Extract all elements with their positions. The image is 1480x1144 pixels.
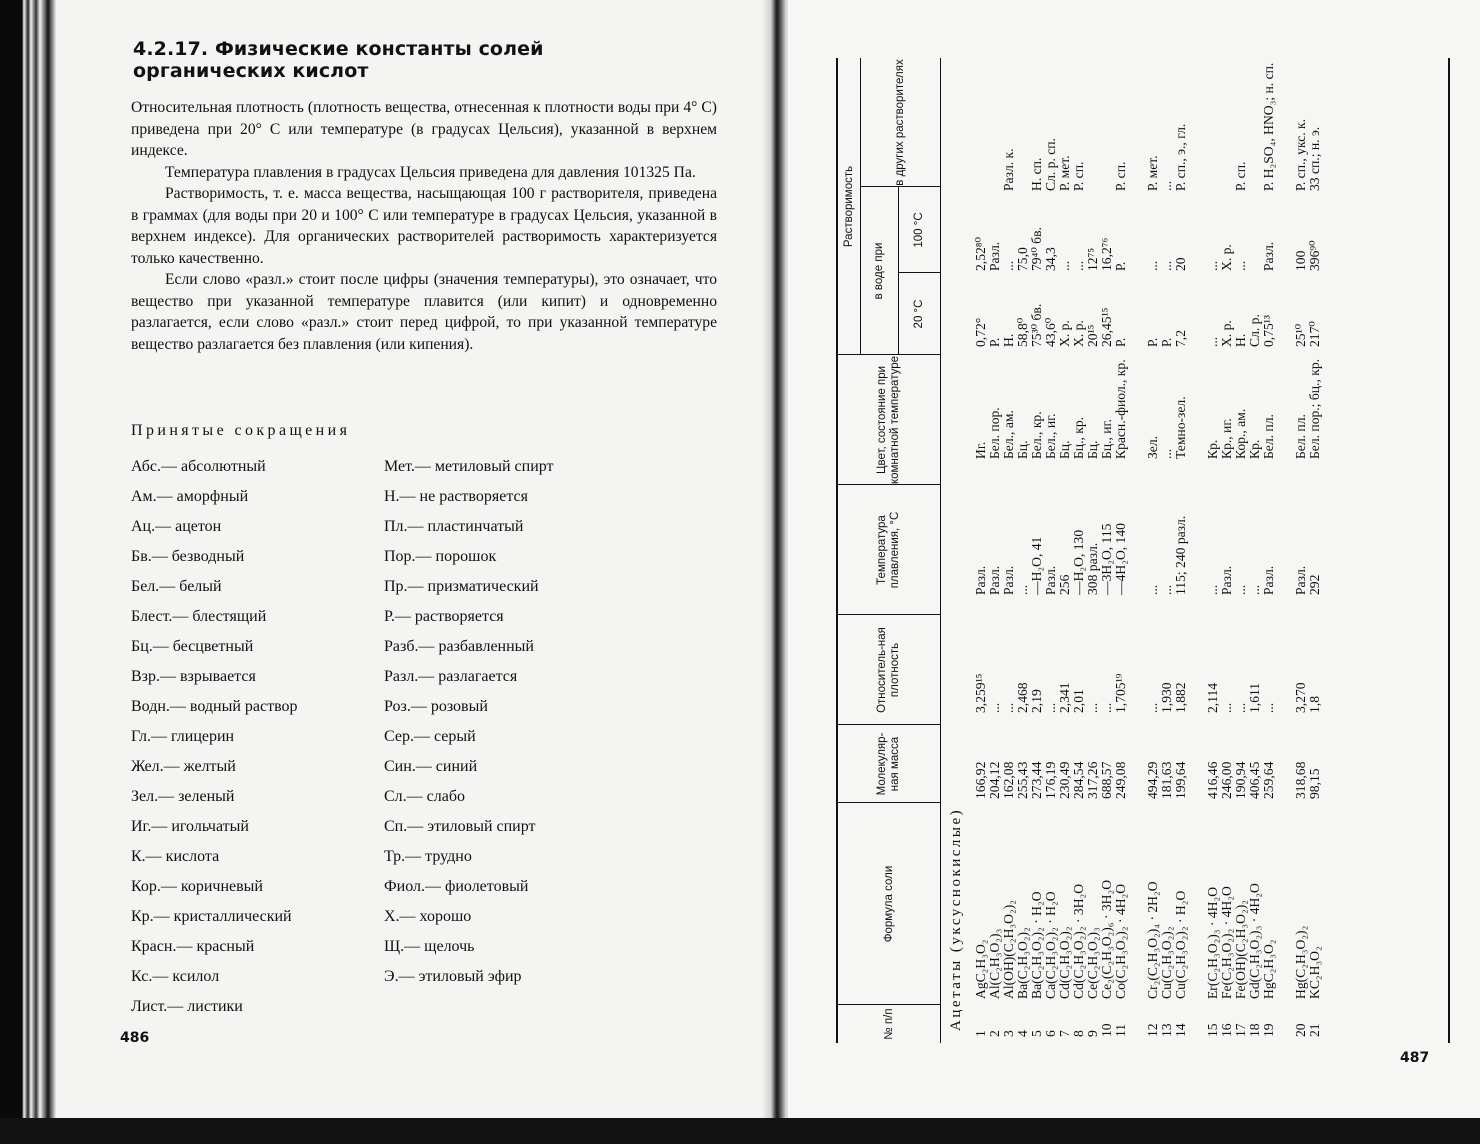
cell-s100: ... — [1145, 260, 1160, 271]
cell-n: 20 — [1293, 1023, 1308, 1037]
cell-mass: 284,54 — [1071, 761, 1086, 799]
table-row — [1160, 58, 1174, 1043]
cell-mass: 166,92 — [973, 761, 988, 799]
cell-mass: 273,44 — [1029, 761, 1044, 799]
cell-s20: 7,2 — [1173, 330, 1188, 347]
cell-n: 17 — [1233, 1023, 1248, 1037]
cell-density: ... — [1099, 702, 1114, 713]
cell-formula: Gd(C₂H₃O₂)₃ · 4H₂O — [1247, 883, 1262, 999]
cell-mass: 199,64 — [1173, 761, 1188, 799]
cell-formula: Fe(OH)(C₂H₃O₂)₂ — [1233, 900, 1248, 999]
cell-s100: 79⁴⁰ бв. — [1029, 227, 1044, 271]
cell-s100: 100 — [1293, 250, 1308, 271]
cell-other: Сл. р. сп. — [1043, 138, 1058, 191]
scan-bottom-edge — [0, 1118, 1480, 1144]
page-number-right: 487 — [1400, 1050, 1430, 1066]
cell-s100: 16,2⁷⁶ — [1099, 237, 1114, 271]
abbreviation-item: Красн.— красный — [131, 938, 255, 955]
header-20c: 20 °С — [912, 299, 925, 329]
cell-density: ... — [1001, 702, 1016, 713]
cell-s20: Р. — [987, 337, 1002, 347]
cell-formula: HgC₂H₃O₂ — [1261, 939, 1276, 999]
section-title-acetates: Ацетаты (уксуснокислые) — [948, 807, 964, 1031]
table-row — [1146, 58, 1160, 1043]
abbreviation-item: Взр.— взрывается — [131, 668, 256, 685]
table-row — [1248, 58, 1262, 1043]
cell-s100: Разл. — [1261, 241, 1276, 271]
cell-n: 21 — [1307, 1023, 1322, 1037]
cell-density: 1,930 — [1159, 682, 1174, 713]
cell-other: Р. H₂SO₄, HNO₃; н. сп. — [1261, 62, 1276, 191]
abbreviation-item: Сер.— серый — [384, 728, 476, 745]
table-row — [1044, 58, 1058, 1043]
cell-density: 3,259¹⁵ — [973, 673, 988, 713]
cell-mass: 317,26 — [1085, 761, 1100, 799]
cell-color: Бел. пл. — [1261, 414, 1276, 459]
cell-density: 1,705¹⁹ — [1113, 673, 1128, 713]
abbreviation-item: Разб.— разбавленный — [384, 638, 534, 655]
cell-n: 19 — [1261, 1023, 1276, 1037]
abbreviation-item: Пор.— порошок — [384, 548, 497, 565]
abbreviation-item: Бц.— бесцветный — [131, 638, 254, 655]
cell-mass: 246,00 — [1219, 761, 1234, 799]
cell-n: 13 — [1159, 1023, 1174, 1037]
paragraph: Растворимость, т. е. масса вещества, насыщающая 100 г растворителя, приведена в граммах (для воды при 20 и 100° С или температуре в градусах Цельсия, указанной в верхнем индексе). Для органических растворителей растворимость характеризуется только качественно. — [131, 185, 717, 267]
cell-n: 1 — [973, 1030, 988, 1037]
table-row — [1206, 58, 1220, 1043]
cell-n: 7 — [1057, 1030, 1072, 1037]
rotated-table-container — [836, 58, 1451, 1043]
abbreviation-item: Фиол.— фиолетовый — [384, 878, 529, 895]
abbreviation-item: Пл.— пластинчатый — [384, 518, 524, 535]
table-row — [1086, 58, 1100, 1043]
cell-color: Бц., иг. — [1099, 419, 1114, 459]
cell-other: Н. сп. — [1029, 157, 1044, 191]
cell-density: 3,270 — [1293, 682, 1308, 713]
cell-other: 33 сп.; н. э. — [1307, 126, 1322, 191]
cell-melt: 292 — [1307, 574, 1322, 595]
cell-s20: Х. р. — [1057, 320, 1072, 347]
cell-s20: Х. р. — [1219, 320, 1234, 347]
cell-color: Бел. пл. — [1293, 414, 1308, 459]
cell-formula: Cu(C₂H₃O₂)₂ · H₂O — [1173, 890, 1188, 999]
cell-density: ... — [1043, 702, 1058, 713]
heading-line-2: органических кислот — [133, 60, 369, 82]
cell-mass: 318,68 — [1293, 761, 1308, 799]
cell-s20: 43,6⁰ — [1043, 317, 1058, 347]
cell-s100: Разл. — [987, 241, 1002, 271]
abbreviation-item: Сп.— этиловый спирт — [384, 818, 536, 835]
cell-density: 1,611 — [1247, 682, 1262, 713]
cell-other: Р. мет. — [1057, 155, 1072, 191]
cell-melt: Разл. — [1293, 565, 1308, 595]
abbreviation-item: Блест.— блестящий — [131, 608, 267, 625]
cell-color: Бц., кр. — [1071, 416, 1086, 459]
cell-mass: 176,19 — [1043, 761, 1058, 799]
cell-s100: ... — [1071, 260, 1086, 271]
cell-s20: 58,8⁰ — [1015, 317, 1030, 347]
cell-s20: 0,72° — [973, 317, 988, 347]
header-solubility: Растворимость — [842, 165, 855, 248]
cell-density: ... — [1233, 702, 1248, 713]
cell-n: 18 — [1247, 1023, 1262, 1037]
cell-formula: Cr₂(C₂H₃O₂)₄ · 2H₂O — [1145, 881, 1160, 999]
cell-density: 2,114 — [1205, 682, 1220, 713]
cell-melt: Разл. — [1219, 565, 1234, 595]
cell-n: 12 — [1145, 1023, 1160, 1037]
abbreviation-item: Роз.— розовый — [384, 698, 488, 715]
cell-s100: 2,52⁸⁰ — [973, 237, 988, 271]
cell-s20: 0,75¹³ — [1261, 315, 1276, 347]
cell-formula: Cd(C₂H₃O₂)₂ — [1057, 926, 1072, 999]
table-row — [1294, 58, 1308, 1043]
header-formula: Формула соли — [882, 865, 895, 943]
cell-mass: 255,43 — [1015, 761, 1030, 799]
cell-n: 3 — [1001, 1030, 1016, 1037]
cell-other: Р. мет. — [1145, 155, 1160, 191]
table-row — [1174, 58, 1188, 1043]
cell-formula: Co(C₂H₃O₂)₂ · 4H₂O — [1113, 883, 1128, 999]
table-row — [1100, 58, 1114, 1043]
cell-melt: ... — [1145, 584, 1160, 595]
cell-s20: 20¹⁵ — [1085, 324, 1100, 347]
cell-s100: 75,0 — [1015, 247, 1030, 271]
cell-density: ... — [1261, 702, 1276, 713]
header-other-solvents: в других растворителях — [893, 59, 906, 186]
abbreviation-item: Кор.— коричневый — [131, 878, 263, 895]
cell-mass: 249,08 — [1113, 761, 1128, 799]
cell-color: Кор., ам. — [1233, 408, 1248, 459]
cell-color: Красн.-фиол., кр. — [1113, 359, 1128, 459]
table-bottom-rule — [1448, 58, 1450, 1043]
cell-formula: Ba(C₂H₃O₂)₂ — [1015, 927, 1030, 999]
abbreviation-item: К.— кислота — [131, 848, 220, 865]
abbreviations-right-column — [384, 455, 554, 995]
cell-mass: 416,46 — [1205, 761, 1220, 799]
intro-text — [131, 97, 717, 355]
cell-s20: Х. р. — [1071, 320, 1086, 347]
cell-color: Бц. — [1085, 440, 1100, 459]
cell-mass: 204,12 — [987, 761, 1002, 799]
abbreviation-item: Тр.— трудно — [384, 848, 472, 865]
cell-melt: ... — [1233, 584, 1248, 595]
abbreviation-item: Э.— этиловый эфир — [384, 968, 522, 985]
abbreviation-item: Разл.— разлагается — [384, 668, 518, 685]
cell-s100: Х. р. — [1219, 244, 1234, 271]
cell-n: 15 — [1205, 1023, 1220, 1037]
cell-n: 10 — [1099, 1023, 1114, 1037]
cell-other: Р. сп. — [1071, 161, 1086, 191]
header-color: Цвет, состояние при комнатной температуре — [876, 356, 901, 484]
cell-s100: Р. — [1113, 261, 1128, 271]
cell-density: ... — [987, 702, 1002, 713]
cell-melt: Разл. — [973, 565, 988, 595]
cell-formula: Cd(C₂H₃O₂)₂ · 3H₂O — [1071, 883, 1086, 999]
cell-formula: Ba(C₂H₃O₂)₂ · H₂O — [1029, 891, 1044, 999]
abbreviation-item: Син.— синий — [384, 758, 478, 775]
cell-color: Зел. — [1145, 435, 1160, 459]
cell-density: 2,341 — [1057, 682, 1072, 713]
cell-formula: Ce₂(C₂H₃O₂)₆ · 3H₂O — [1099, 879, 1114, 999]
cell-s20: 217⁰ — [1307, 321, 1322, 347]
cell-other: Р. сп. — [1113, 161, 1128, 191]
cell-s20: 26,45¹⁵ — [1099, 307, 1114, 347]
header-num: № п/п — [882, 1008, 895, 1040]
cell-n: 9 — [1085, 1030, 1100, 1037]
cell-s20: Р. — [1145, 337, 1160, 347]
table-row — [1114, 58, 1128, 1043]
cell-color: Кр. — [1205, 439, 1220, 459]
cell-n: 8 — [1071, 1030, 1086, 1037]
cell-s100: ... — [1057, 260, 1072, 271]
cell-s100: 396⁹⁰ — [1307, 240, 1322, 271]
header-mass: Молекуляр-ная масса — [876, 732, 901, 796]
table-row — [974, 58, 988, 1043]
cell-color: Кр., иг. — [1219, 418, 1234, 459]
cell-melt: ... — [1247, 584, 1262, 595]
table-row — [1072, 58, 1086, 1043]
cell-density: 2,01 — [1071, 689, 1086, 713]
abbreviation-item: Пр.— призматический — [384, 578, 539, 595]
cell-s100: 34,3 — [1043, 247, 1058, 271]
cell-melt: 308 разл. — [1085, 542, 1100, 595]
abbreviation-item: Гл.— глицерин — [131, 728, 235, 745]
cell-s100: 12⁷⁵ — [1085, 247, 1100, 271]
cell-melt: Разл. — [1261, 565, 1276, 595]
cell-s100: ... — [1233, 260, 1248, 271]
cell-color: ... — [1159, 448, 1174, 459]
paragraph: Относительная плотность (плотность вещества, отнесенная к плотности воды при 4° С) приведена при 20° С или температуре (в градусах Цельсия), указанной в верхнем индексе. — [131, 99, 717, 159]
section-heading — [133, 38, 753, 82]
abbreviation-item: Кр.— кристаллический — [131, 908, 292, 925]
cell-n: 11 — [1113, 1023, 1128, 1037]
acetates-table — [836, 58, 1451, 1043]
header-density: Относитель-ная плотность — [876, 627, 901, 713]
header-bottom-rule — [940, 58, 941, 1043]
abbreviation-item: Иг.— игольчатый — [131, 818, 249, 835]
cell-s20: Н. — [1233, 333, 1248, 347]
cell-formula: Al(OH)(C₂H₃O₂)₂ — [1001, 900, 1016, 999]
cell-color: Кр. — [1247, 439, 1262, 459]
cell-density: ... — [1219, 702, 1234, 713]
cell-melt: ... — [1159, 584, 1174, 595]
cell-n: 4 — [1015, 1030, 1030, 1037]
cell-mass: 688,57 — [1099, 761, 1114, 799]
cell-melt: —H₂O, 130 — [1071, 529, 1086, 595]
cell-formula: Al(C₂H₃O₂)₃ — [987, 928, 1002, 999]
cell-density: 2,19 — [1029, 689, 1044, 713]
cell-color: Бц. — [1057, 440, 1072, 459]
cell-formula: Hg(C₂H₃O₂)₂ — [1293, 925, 1308, 999]
cell-formula: Ce(C₂H₃O₂)₃ — [1085, 927, 1100, 999]
abbreviation-item: Н.— не растворяется — [384, 488, 528, 505]
cell-melt: 115; 240 разл. — [1173, 515, 1188, 595]
cell-color: Бел., кр. — [1029, 411, 1044, 459]
cell-formula: Fe(C₂H₃O₂)₂ · 4H₂O — [1219, 886, 1234, 999]
header-100c: 100 °С — [912, 212, 925, 248]
cell-density: ... — [1145, 702, 1160, 713]
abbreviation-item: Жел.— желтый — [131, 758, 236, 775]
cell-density: 1,882 — [1173, 682, 1188, 713]
cell-color: Темно-зел. — [1173, 396, 1188, 459]
cell-other: ... — [1159, 180, 1174, 191]
cell-n: 14 — [1173, 1023, 1188, 1037]
cell-color: Иг. — [973, 441, 988, 459]
cell-s20: Р. — [1113, 337, 1128, 347]
cell-s20: Сл. р. — [1247, 314, 1262, 347]
abbreviation-item: Бел.— белый — [131, 578, 222, 595]
cell-mass: 494,29 — [1145, 761, 1160, 799]
cell-s20: 25¹⁰ — [1293, 323, 1308, 347]
table-row — [1002, 58, 1016, 1043]
cell-color: Бел. пор. — [987, 407, 1002, 459]
cell-n: 5 — [1029, 1030, 1044, 1037]
cell-s100: ... — [1001, 260, 1016, 271]
abbreviation-item: Бв.— безводный — [131, 548, 245, 565]
cell-n: 16 — [1219, 1023, 1234, 1037]
abbreviation-item: Сл.— слабо — [384, 788, 465, 805]
cell-formula: Er(C₂H₃O₂)₃ · 4H₂O — [1205, 886, 1220, 999]
cell-other: Р. сп., укс. к. — [1293, 118, 1308, 191]
cell-s20: Р. — [1159, 337, 1174, 347]
table-row — [1234, 58, 1248, 1043]
abbreviation-item: Лист.— листики — [131, 998, 243, 1015]
cell-mass: 190,94 — [1233, 761, 1248, 799]
cell-other: Разл. к. — [1001, 148, 1016, 191]
cell-mass: 181,63 — [1159, 761, 1174, 799]
table-row — [1016, 58, 1030, 1043]
abbreviation-item: Ам.— аморфный — [131, 488, 249, 505]
cell-mass: 230,49 — [1057, 761, 1072, 799]
cell-melt: Разл. — [987, 565, 1002, 595]
cell-s100: ... — [1205, 260, 1220, 271]
heading-line-1: 4.2.17. Физические константы солей — [133, 38, 544, 60]
cell-melt: —H₂O, 41 — [1029, 536, 1044, 595]
cell-s100: ... — [1159, 260, 1174, 271]
cell-density: 2,468 — [1015, 682, 1030, 713]
abbreviations-left-column — [131, 455, 298, 1025]
cell-color: Бц. — [1015, 440, 1030, 459]
table-row — [1030, 58, 1044, 1043]
cell-s100: 20 — [1173, 257, 1188, 271]
cell-s20: ... — [1205, 336, 1220, 347]
table-row — [1220, 58, 1234, 1043]
cell-n: 6 — [1043, 1030, 1058, 1037]
page-number-left: 486 — [120, 1030, 150, 1046]
cell-melt: ... — [1015, 584, 1030, 595]
page-edge-stack — [0, 0, 60, 1144]
header-melting: Температура плавления, °С — [876, 511, 901, 589]
cell-melt: —3H₂O, 115 — [1099, 523, 1114, 595]
cell-n: 2 — [987, 1030, 1002, 1037]
table-row — [1308, 58, 1322, 1043]
cell-mass: 406,45 — [1247, 761, 1262, 799]
cell-formula: KC₂H₃O₂ — [1307, 946, 1322, 999]
paragraph: Если слово «разл.» стоит после цифры (значения температуры), это означает, что вещество при указанной температуре плавится (или кипит) и одновременно разлагается, если слово «разл.» стоит перед цифрой, то при указанной температуре вещество разлагается без плавления (или кипения). — [131, 271, 717, 353]
cell-s20: 75³⁰ бв. — [1029, 303, 1044, 347]
cell-melt: —4H₂O, 140 — [1113, 523, 1128, 595]
cell-other: Р. сп., э., гл. — [1173, 123, 1188, 191]
abbreviation-item: Р.— растворяется — [384, 608, 504, 625]
abbreviation-item: Ац.— ацетон — [131, 518, 222, 535]
abbreviation-item: Х.— хорошо — [384, 908, 472, 925]
cell-mass: 162,08 — [1001, 761, 1016, 799]
cell-melt: Разл. — [1043, 565, 1058, 595]
cell-formula: Cu(C₂H₃O₂)₂ — [1159, 926, 1174, 999]
abbreviation-item: Водн.— водный раствор — [131, 698, 298, 715]
cell-color: Бел., ам. — [1001, 410, 1016, 459]
table-row — [1262, 58, 1276, 1043]
abbreviation-item: Абс.— абсолютный — [131, 458, 266, 475]
table-row — [1058, 58, 1072, 1043]
abbreviation-item: Мет.— метиловый спирт — [384, 458, 554, 475]
cell-formula: AgC₂H₃O₂ — [973, 939, 988, 999]
cell-density: ... — [1085, 702, 1100, 713]
cell-density: 1,8 — [1307, 696, 1322, 713]
cell-color: Бел. пор.; бц., кр. — [1307, 358, 1322, 459]
cell-mass: 98,15 — [1307, 768, 1322, 799]
cell-melt: ... — [1205, 584, 1220, 595]
cell-melt: 256 — [1057, 574, 1072, 595]
cell-other: Р. сп. — [1233, 161, 1248, 191]
cell-s20: Н. — [1001, 333, 1016, 347]
abbreviation-item: Зел.— зеленый — [131, 788, 235, 805]
abbreviation-item: Щ.— щелочь — [384, 938, 475, 955]
cell-color: Бел., иг. — [1043, 413, 1058, 459]
cell-mass: 259,64 — [1261, 761, 1276, 799]
abbreviation-item: Кс.— ксилол — [131, 968, 220, 985]
paragraph: Температура плавления в градусах Цельсия приведена для давления 101325 Па. — [165, 163, 696, 181]
abbreviations-title: Принятые сокращения — [131, 422, 351, 439]
header-in-water: в воде при — [872, 242, 885, 300]
cell-formula: Ca(C₂H₃O₂)₂ · H₂O — [1043, 891, 1058, 999]
cell-melt: Разл. — [1001, 565, 1016, 595]
table-row — [988, 58, 1002, 1043]
